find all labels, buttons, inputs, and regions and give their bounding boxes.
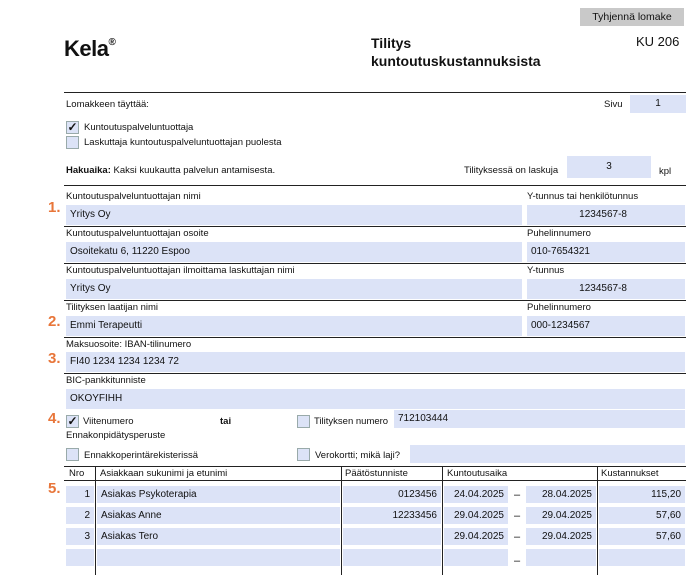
form-code: KU 206 [636, 34, 680, 49]
col-name: Asiakkaan sukunimi ja etunimi [100, 468, 228, 479]
marker-2: 2. [48, 313, 61, 330]
tax-card-type-field[interactable] [410, 445, 685, 463]
provider-address-label: Kuntoutuspalveluntuottajan osoite [66, 228, 209, 239]
form-title [371, 34, 541, 70]
deadline-label [66, 165, 275, 177]
biller-id-field[interactable]: 1234567-8 [527, 279, 685, 299]
col-period: Kuntoutusaika [447, 468, 508, 479]
invoice-number-checkbox[interactable] [297, 415, 310, 428]
reference-checkbox[interactable]: ✓ [67, 414, 78, 428]
row-period-to[interactable]: 29.04.2025 [526, 507, 596, 524]
row-decision-id[interactable]: 0123456 [343, 486, 441, 503]
preparer-phone-field[interactable]: 000-1234567 [527, 316, 685, 336]
row-nro[interactable] [66, 549, 94, 566]
marker-1: 1. [48, 199, 61, 216]
kela-logo [64, 36, 115, 62]
provider-id-label: Y-tunnus tai henkilötunnus [527, 191, 639, 202]
period-dash: – [514, 510, 521, 522]
table-top-line [64, 466, 686, 467]
withholding-label: Ennakonpidätysperuste [66, 430, 166, 441]
divider [64, 300, 686, 301]
invoice-count-unit: kpl [659, 166, 672, 177]
title-line-2: kuntoutuskustannuksista [371, 53, 541, 69]
tax-card-checkbox[interactable] [297, 448, 310, 461]
preparer-phone-label: Puhelinnumero [527, 302, 591, 313]
row-period-to[interactable]: 28.04.2025 [526, 486, 596, 503]
col-costs: Kustannukset [601, 468, 659, 479]
row-client-name[interactable] [97, 549, 340, 566]
provider-option-label: Kuntoutuspalveluntuottaja [84, 122, 194, 133]
preparer-name-label: Tilityksen laatijan nimi [66, 302, 159, 313]
header-divider [64, 92, 686, 93]
tax-card-label: Verokortti; mikä laji? [315, 450, 401, 461]
clear-form-button[interactable]: Tyhjennä lomake [580, 8, 684, 26]
invoice-count-label: Tilityksessä on laskuja [464, 165, 559, 176]
row-cost[interactable] [599, 549, 685, 566]
biller-option-label: Laskuttaja kuntoutuspalveluntuottajan puolesta [84, 137, 282, 148]
row-period-from[interactable] [444, 549, 508, 566]
iban-field[interactable]: FI40 1234 1234 1234 72 [66, 352, 685, 372]
col-decision-id: Päätöstunniste [345, 468, 408, 479]
row-client-name[interactable]: Asiakas Anne [97, 507, 340, 524]
marker-4: 4. [48, 410, 61, 427]
col-divider [442, 466, 443, 575]
row-cost[interactable]: 57,60 [599, 507, 685, 524]
provider-phone-label: Puhelinnumero [527, 228, 591, 239]
period-dash: – [514, 531, 521, 543]
prepayment-register-label: Ennakkoperintärekisterissä [84, 450, 199, 461]
invoice-count-field[interactable]: 3 [567, 156, 651, 178]
provider-address-field[interactable]: Osoitekatu 6, 11220 Espoo [66, 242, 522, 262]
reference-label: Viitenumero [83, 416, 134, 427]
row-nro[interactable]: 1 [66, 486, 94, 503]
prepayment-register-checkbox[interactable] [66, 448, 79, 461]
biller-name-label: Kuntoutuspalveluntuottajan ilmoittama laskuttajan nimi [66, 265, 295, 276]
preparer-name-field[interactable]: Emmi Terapeutti [66, 316, 522, 336]
or-label: tai [220, 416, 232, 427]
col-nro: Nro [69, 468, 85, 479]
reference-value-field[interactable]: 712103444 [394, 410, 685, 428]
row-cost[interactable]: 57,60 [599, 528, 685, 545]
period-dash: – [514, 555, 521, 567]
provider-checkbox[interactable]: ✓ [67, 120, 78, 134]
row-decision-id[interactable] [343, 549, 441, 566]
bic-label: BIC-pankkitunniste [66, 375, 146, 386]
row-decision-id[interactable]: 12233456 [343, 507, 441, 524]
deadline-title: Hakuaika: [66, 165, 111, 176]
divider [64, 373, 686, 374]
biller-checkbox[interactable] [66, 136, 79, 149]
biller-id-label: Y-tunnus [527, 265, 565, 276]
bic-field[interactable]: OKOYFIHH [66, 389, 685, 409]
row-period-from[interactable]: 29.04.2025 [444, 528, 508, 545]
row-client-name[interactable]: Asiakas Psykoterapia [97, 486, 340, 503]
row-period-from[interactable]: 24.04.2025 [444, 486, 508, 503]
marker-5: 5. [48, 480, 61, 497]
provider-id-field[interactable]: 1234567-8 [527, 205, 685, 225]
row-nro[interactable]: 2 [66, 507, 94, 524]
provider-name-field[interactable]: Yritys Oy [66, 205, 522, 225]
col-divider [95, 466, 96, 575]
divider [64, 263, 686, 264]
logo-mark: ® [108, 37, 116, 48]
filler-label: Lomakkeen täyttää: [66, 99, 149, 110]
marker-3: 3. [48, 350, 61, 367]
logo-text: Kela [64, 36, 109, 61]
deadline-text: Kaksi kuukautta palvelun antamisesta. [113, 165, 276, 176]
col-divider [341, 466, 342, 575]
row-client-name[interactable]: Asiakas Tero [97, 528, 340, 545]
biller-name-field[interactable]: Yritys Oy [66, 279, 522, 299]
table-header-line [64, 480, 686, 481]
row-cost[interactable]: 115,20 [599, 486, 685, 503]
section-divider [64, 185, 686, 186]
period-dash: – [514, 489, 521, 501]
row-period-to[interactable] [526, 549, 596, 566]
row-decision-id[interactable] [343, 528, 441, 545]
row-period-from[interactable]: 29.04.2025 [444, 507, 508, 524]
page-label: Sivu [604, 99, 623, 110]
invoice-number-label: Tilityksen numero [314, 416, 389, 427]
divider [64, 337, 686, 338]
row-period-to[interactable]: 29.04.2025 [526, 528, 596, 545]
provider-phone-field[interactable]: 010-7654321 [527, 242, 685, 262]
title-line-1: Tilitys [371, 35, 412, 51]
divider [64, 226, 686, 227]
provider-name-label: Kuntoutuspalveluntuottajan nimi [66, 191, 201, 202]
page-number-field[interactable]: 1 [630, 95, 686, 113]
row-nro[interactable]: 3 [66, 528, 94, 545]
iban-label: Maksuosoite: IBAN-tilinumero [66, 339, 192, 350]
col-divider [597, 466, 598, 575]
